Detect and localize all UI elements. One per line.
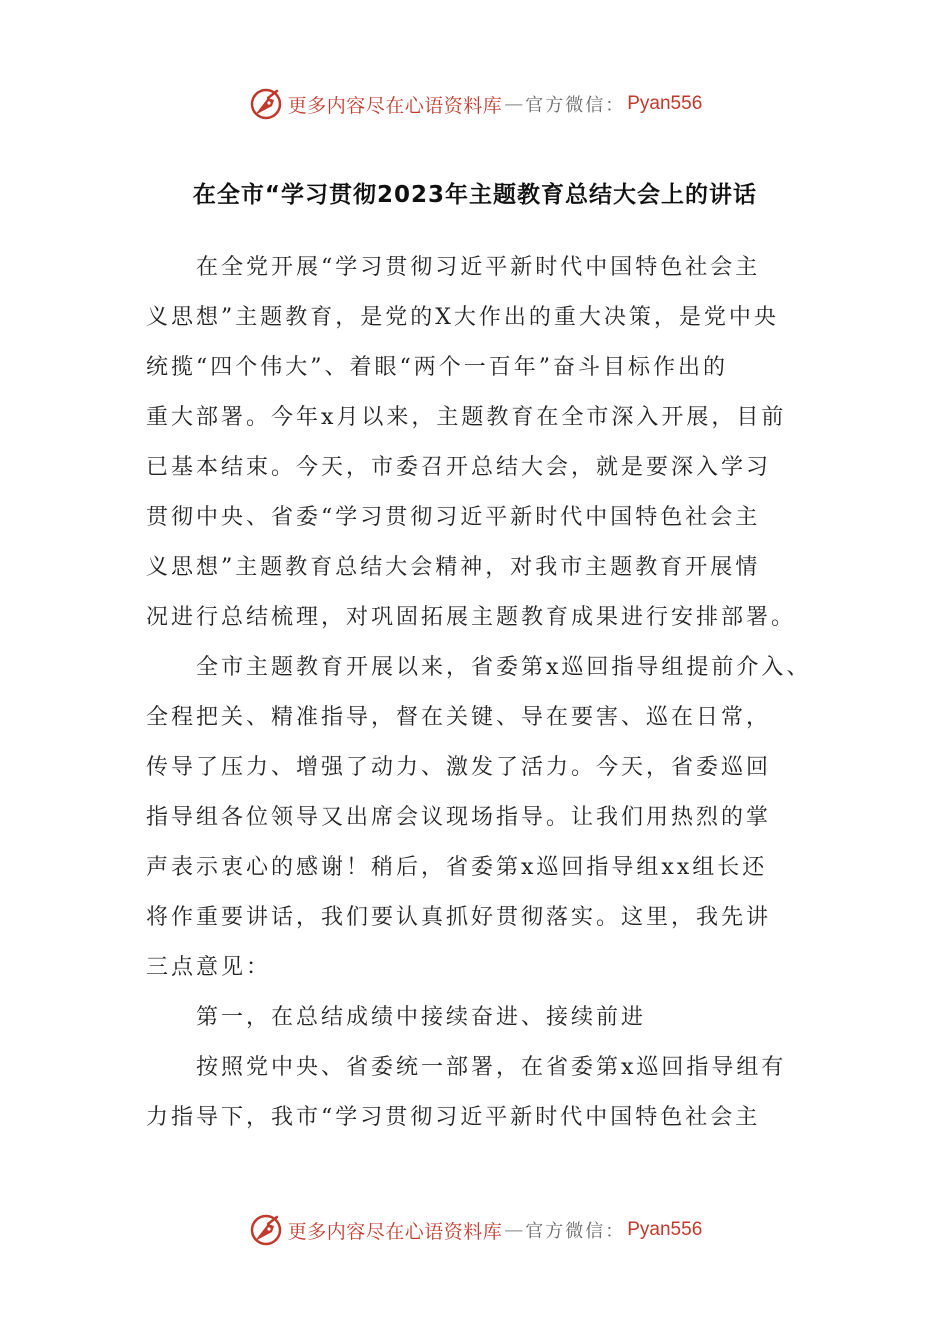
watermark-dash: — bbox=[504, 93, 524, 115]
body-line: 统揽“四个伟大”、着眼“两个一百年”奋斗目标作出的 bbox=[146, 355, 728, 380]
body-line: 重大部署。今年x月以来，主题教育在全市深入开展，目前 bbox=[146, 405, 787, 430]
body-line: 义思想”主题教育总结大会精神，对我市主题教育开展情 bbox=[146, 555, 761, 580]
body-line: 将作重要讲话，我们要认真抓好贯彻落实。这里，我先讲 bbox=[146, 905, 772, 930]
body-line: 传导了压力、增强了动力、激发了活力。今天，省委巡回 bbox=[146, 755, 772, 780]
body-line: 在全党开展“学习贯彻习近平新时代中国特色社会主 bbox=[196, 255, 761, 280]
body-line: 全程把关、精准指导，督在关键、导在要害、巡在日常， bbox=[146, 705, 772, 730]
pen-nib-logo-icon bbox=[248, 86, 284, 122]
footer-watermark bbox=[0, 1210, 950, 1250]
watermark-wechat-id: Pyan556 bbox=[627, 1219, 703, 1240]
watermark-dash: — bbox=[504, 1219, 524, 1241]
body-line: 况进行总结梳理，对巩固拓展主题教育成果进行安排部署。 bbox=[146, 605, 797, 630]
body-line: 按照党中央、省委统一部署，在省委第x巡回指导组有 bbox=[196, 1055, 787, 1080]
body-line: 指导组各位领导又出席会议现场指导。让我们用热烈的掌 bbox=[146, 805, 772, 830]
body-line: 已基本结束。今天，市委召开总结大会，就是要深入学习 bbox=[146, 455, 772, 480]
watermark-wechat-id: Pyan556 bbox=[627, 93, 703, 114]
body-line: 力指导下，我市“学习贯彻习近平新时代中国特色社会主 bbox=[146, 1105, 761, 1130]
body-line: 三点意见： bbox=[146, 955, 272, 980]
watermark-text: 更多内容尽在心语资料库 bbox=[287, 94, 503, 117]
pen-nib-logo-icon bbox=[248, 1212, 284, 1248]
body-line: 义思想”主题教育，是党的X大作出的重大决策，是党中央 bbox=[146, 305, 779, 330]
body-line: 声表示衷心的感谢！稍后，省委第x巡回指导组xx组长还 bbox=[146, 855, 768, 880]
watermark-text: 更多内容尽在心语资料库 bbox=[287, 1220, 503, 1243]
body-line: 贯彻中央、省委“学习贯彻习近平新时代中国特色社会主 bbox=[146, 505, 761, 530]
watermark-wechat-label: 官方微信： bbox=[525, 95, 626, 116]
body-line: 全市主题教育开展以来，省委第x巡回指导组提前介入、 bbox=[196, 655, 812, 680]
watermark-wechat-label: 官方微信： bbox=[525, 1221, 626, 1242]
header-watermark bbox=[0, 84, 950, 124]
section-heading: 第一，在总结成绩中接续奋进、接续前进 bbox=[196, 1005, 647, 1030]
document-title: 在全市“学习贯彻2023年主题教育总结大会上的讲话 bbox=[192, 182, 758, 208]
